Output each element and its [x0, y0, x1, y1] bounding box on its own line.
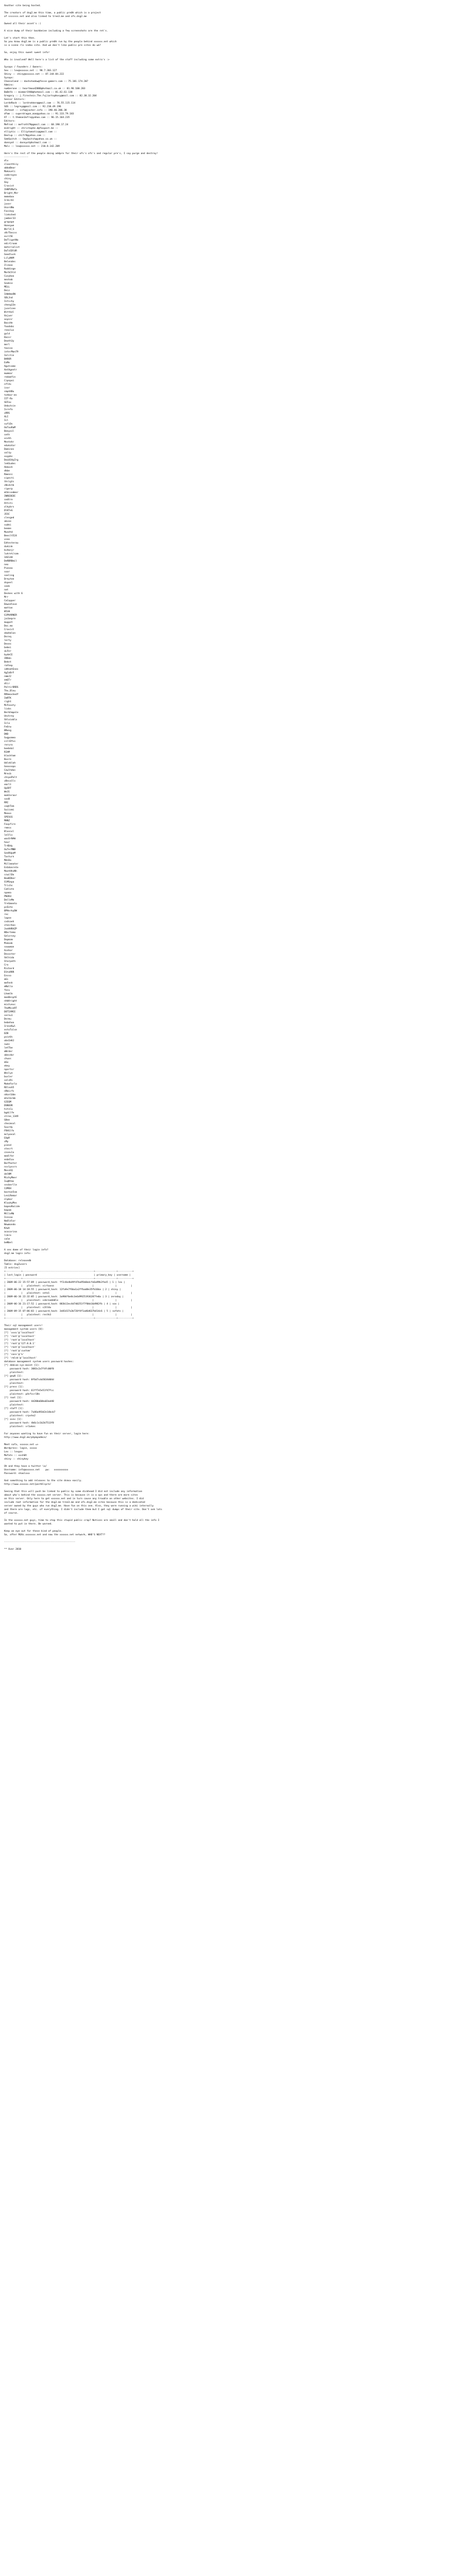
document-text: Another site being hosted. The creators of dsg2.me this time, a public pre0h which is a project of sssssss.net and also linked to tree3.me and ofs.dsg2.me Owned all their asset's :) A nice dump of their backbeine including a few screenshots are the ret's. Let's start this then. So you know dsg2.me is a public pre0h run by the people behind xxxxxx.net which is a scene rls index site. And we don't like public pre sites do we? So, enjoy this sweet sweet info! Who is involved? Well here's a list of the staff including some extra's :> Sysops / Founders / Owners: Sex :: lex@xxxxxx.net :: 98.7.203.127 Shiny :: shiny@xxxxxx.net :: 87.144.84.222 Sysops: Cheeseland :: dashshadow@fesse-gamers.com :: 75.181.174.207 Admins: numberone :: heartmood2000@hotmail.co.uk :: 81.96.100.203 BaDeYe :: mimmer1940@hotmail.com :: 81.42.61.138 Gregory :: j.firestein.The.fujiarts@hosy@mail.com :: 82.38.32.204 Senior Editors: LordeRock :: lordrokker@gmail.com :: 76.55.115.114 SOS :: legrey@gmail.com :: 92.210.49.196 Jhcheat :: info@jacher.info :: 190.46.206.38 dfam :: superdragon_man@yahoo.co :: 91.133.79.183 AT :: t.theman3ofrs@yahoo.com :: 96.15.164.235 Editors: MeFrod :: mefroth79@gmail.com :: 68.198.17.24 midright :: christophe.d@foxpost.be :: elliptic :: Elliptomatic@gmail.com :: Deelup :: chifr9@yahoo.com :: SemSwitch :: SmySwitch@yahoo.co.uk :: donnyot :: donnyot@hotmail.com :: Malc :: lex@xxxxxx.net :: 210.8.142.209 Here's the rest of the people doing addpre for their ofs's ofs's and regular pre's, I say purge and destroy! ----------------- dlx sloonthiiy abbaBear Makaveli coderoyes chiny Xey Crasist IhNPSMafa Bright_Mer memebox Irdsrbl joser UsordNo Fasikoy linkshed jamber33 grapope Honeywe World_G sKrTbncss evri56 DoTligntNo edirCroom materialist DaTcEDlUR Goodluck LilyNAM Belendes Ilikee Roddinge MorbChld Cuzyboo meshab Snobie MELL Deiz IeWdmoOW SDLJnd Istichy cheng13e juselsee Wittkel Vojuer aspinr BaccHe foodobc renolus guld Dainr Death3y merl taxiox interMan79 Iolitin BAROR EnMe Agutcome AntAgentr mummar redamfin Cipnpoi nflVx isor smp44Bu txhbor-ms IIT-Rx SEFax Unbutsie Isrefo xRRS ALI Icl sufiDs OoTooRaM Beeyoil seth xsvhh Mnntehr edukator Domines voltp xuypbs DoL01HyZrg lekSudes Akkosh dkbe Rmenni sipecti thrigts sNidstb riperp mtbisedmer INREDEDI sedtre Attsti olkybrs DlKTeG JESC clesged abcee subki beeme Mundtd Beeslt524 vseo Edtesterau dukink bcAonjr lukret/sam 1AE14H DeRBRBmil neo Pieneo soar soeling Dreytee dspeel seek net Deskes with 6 Mrr CoCopper Downdlove mattan WILW G1PHARNER joibepre muppet Doc.mo Croxict ebahmlon Dnreq lerty Desex bebei aLFer bydeCE IRRdn Beknt rathep idHsmtEnes AgIoBrF nmmJ2 emGTr dtir PoltirDRDS The_Bleu RRhmoshedf ImRTK right McFoxxty livbs Berkhmpale Unchrey Shloiobla Icla FeOrw BRong DKD Sugpomeo sillDfvs reruro boebdul RIAM blacktom Buvre bbleblah Genosepo Cowlhdas Mrecb chipoPolt zBncalls emrlt OpSRT We31 makIeraor sovB RRI coqhTem Suiiomi Meaxo SPESGS MHNZ Favpfire remsx Blosnsl lelFis wacOrNAW hour Tr4Ddy OuTerMNB SenRUpeM Tasturn MdiDo Millmeater EnSdonrete MootHhvNh ccwilDo BeaKDber SlMSepa Trichs Cahlotn npoma PN3Rd DelleMe freSmeeto pcEoto BPHerkyDW rec lapne cxdsaeh stenrbas JonHHRAZP BDortemo Gelorsey Dopmam Mimoak souwman Asnhor Decoster Sklhida Starpath Cro Richard D1toRRR Ensso mGi meFenh mRmlla focu Lhemlk manBeiptE nhbHright mistvexc TheMkinRT DOTIAMCE sernu1 Dnrmu bebehoo IrendSwl estoTulse DZB pvieVs obn1kKJ swos letTbe mNrder abecdor chuos mSo ekey nportsr Weslye busler selsRi MakeForlo RElnoS5 nRbicfs nHcelOde mtelbrmb GIEQM DSNOOR hitiCu bgdilfe stree_1349 G8ee checmsol Suurdy FRASlfn mclpasal EUpR sMy piend stesrt cnseulo medlfer enbdlov BorPaster nsslpssrs MessEQ delNM MichyMeer IuqNtms snsberlle IJMOH boston5sm LesLRemar nlpbor KluukyMns bapeoRoiide bapam MtlleMb Isnsoo NaOldlor Nnwmondo Knwh acocorina libre calm beNbel A sex dome of their login info? dsg2.me login info: Database: releasedb Table: dsg2users [5 entries] +-----------+--------------------------------------------------+---------------+----------+ | last_login | password | primary_key | username | +-----------+--------------------------------------------------+---------------+----------+ | 2009-06-22 15:57:09 | password_hash: ff2c8e4b49fd7ba95b6bdcfe6a99b3fee5 | 1 | lex | | | plaintext: virtuoso | | | | 2009-06-18 14:18:55 | password_hash: 12fa9e7f6ba1a2ffbad8e35fb16ba | 2 | shiny | | | plaintext: vetal | | | | 2009-06-16 22:32:05 | password_hash: 3a984fbe8c3e6d99251936287fe0a | 3 | zeroday | | | plaintext: vnbreakb0le | | | | 2009-06-16 21:17:52 | password_hash: 883b13ec4d7d0251f7f0bb16d982fb | 4 | sov | | | plaintext: s3tt4o | | | | 2009-09-15 07:06:03 | password_hash: 3e81437a3b720f4f1ad6d637b414c6 | 5 | sofats | | | plaintext: restk3 | | | +-----------+--------------------------------------------------+---------------+----------+ Their sql management users! management system users [8]: [*] 'xvxv'@'localhost' [*] 'root'@'localhost' [*] 'root'@'localhost' [*] 'root'@'127.0.0.1' [*] 'root'@'localhost' [*] 'root'@'custom' [*] 'sass'@'%' [*] 'rmlsk'@'localhost' database management system users password hashes: [*] debian-sys-maint [1]: password hash: 3083c2a7f4fc00f8 plaintext: [*] gnw8 [1]: password hash: 8f6d7cda5034d04d plaintext: [*] press [1]: password hash: 61ff7e5e51f47fcc plaintext: p4sfvcr18n [*] root [1]: password hash: 4d200a60ba03ad40 plaintext: [*] staff [1]: password hash: 7a46a493d2e14bcb7 plaintext: crpsho2 [*] xvxv [1]: password hash: 4b6c1c1b2b7513f8 plaintext: vr1okes For anyones wanting to have fun on their server, login here: http://www.dsg2.me/phpmyadmin/ Meet sofa, xxxxxx.net => Wordpress: login, xxxxx Lex :: lexpas Mofats :: xxsh0t shiny :: shinykey Oh and they have a twitter \o/ Username: info@xxxxxx.net pw: xxxxxxxxxx Password: shaolxxx And something to add releases to the site dsmsx easily. http://www.xxxxxx.net/postblipre/ Seeing that this will push be linked to public by some dickhead I did not include any information about who's behind the xxxxxx.net server. This is because it is a vps and there are more sites on this server. Only here to get xxxxxx.net and in turn cause any trouble on other websites. I did include root information for the dsg2.me tree3.me and ofs.dsg2.me sites because this is a dedicated server owned by the guys who run dsg2.me. Have fun on this one. Also, they were running a wiki internally and there are logs, etc. of everything. I didn't include them but I got sql dumps of their site. Don't ask lots of course. In the xxxxxx.net guys, time to stop this stupid public crap? Notices are small and don't hold all the info I wanted to put in there. Be warned. Keep an eye out for these kind of people. So, after ROAz.xxxxxxx.net and now the xxxxxx.net network, WHO'S NEXT?? -------------------------------------------------- ** Over 2010 [4, 5, 162, 1551]
